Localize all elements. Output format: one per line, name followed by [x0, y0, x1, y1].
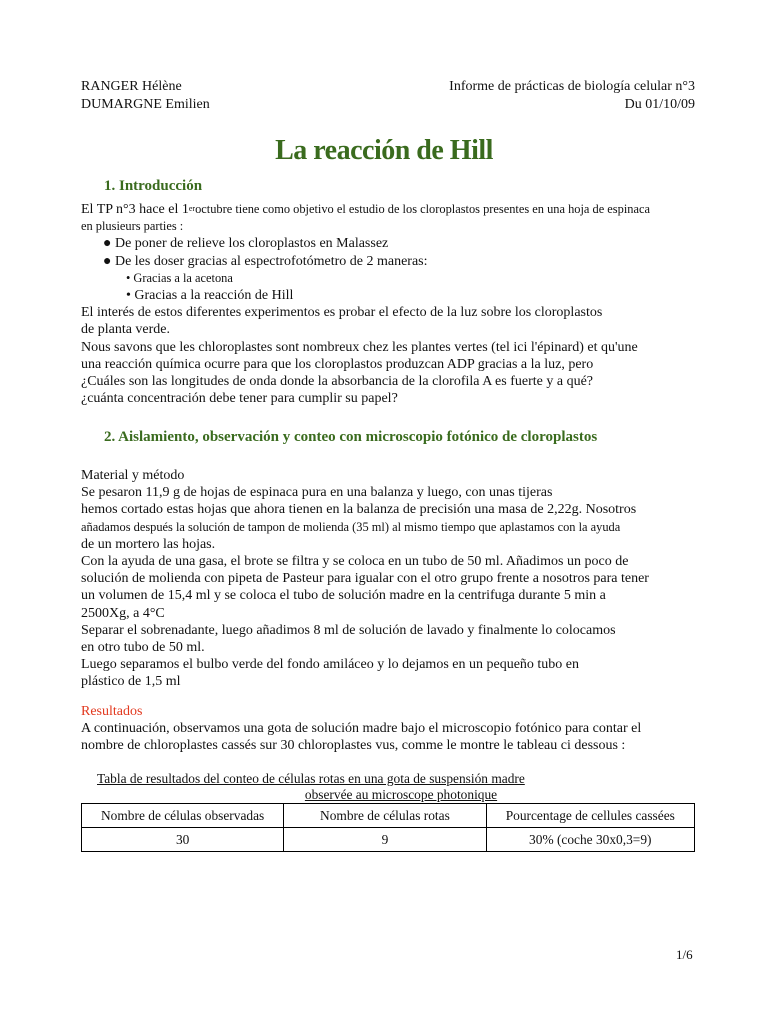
caption-line: observée au microscope photonique	[304, 787, 498, 802]
table-header-cell: Nombre de células observadas	[82, 804, 284, 828]
results-heading: Resultados	[81, 704, 143, 719]
text-line: en plusieurs parties :	[81, 219, 184, 234]
table-caption	[81, 771, 721, 803]
table-header-cell: Pourcentage de cellules cassées	[486, 804, 694, 828]
author-name: RANGER Hélène	[81, 79, 182, 94]
text-line: hemos cortado estas hojas que ahora tienen en la balanza de precisión una masa de 2,22g. Nosotros	[81, 502, 637, 518]
text-line: El interés de estos diferentes experimentos es probar el efecto de la luz sobre los cloroplastos	[81, 305, 603, 321]
list-item: ● De les doser gracias al espectrofotómetro de 2 maneras:	[103, 253, 428, 269]
caption-line: Tabla de resultados del conteo de células rotas en una gota de suspensión madre	[97, 771, 525, 786]
table-cell: 30	[82, 828, 284, 852]
table-cell: 9	[284, 828, 486, 852]
section-heading: 2. Aislamiento, observación y conteo con microscopio fotónico de cloroplastos	[104, 429, 598, 445]
section-heading: 1. Introducción	[104, 178, 203, 194]
text-line: A continuación, observamos una gota de solución madre bajo el microscopio fotónico para contar el	[81, 721, 642, 737]
list-item: • Gracias a la acetona	[126, 270, 233, 285]
table-row	[82, 828, 695, 852]
text-line: ¿Cuáles son las longitudes de onda donde la absorbancia de la clorofila A es fuerte y a qué?	[81, 374, 593, 390]
text-line: ¿cuánta concentración debe tener para cumplir su papel?	[81, 391, 398, 407]
text-line: nombre de chloroplastes cassés sur 30 chloroplastes vus, comme le montre le tableau ci dessous :	[81, 738, 626, 754]
author-name: DUMARGNE Emilien	[81, 97, 210, 112]
text-line: Luego separamos el bulbo verde del fondo amiláceo y lo dejamos en un pequeño tubo en	[81, 657, 580, 673]
text-line: una reacción química ocurre para que los cloroplastos produzcan ADP gracias a la luz, pero	[81, 356, 594, 372]
text-line: Se pesaron 11,9 g de hojas de espinaca pura en una balanza y luego, con unas tijeras	[81, 485, 553, 501]
text-line: de un mortero las hojas.	[81, 536, 216, 552]
text-line: de planta verde.	[81, 322, 171, 338]
header-report-info	[449, 78, 695, 114]
table-cell: 30% (coche 30x0,3=9)	[486, 828, 694, 852]
list-item: • Gracias a la reacción de Hill	[126, 288, 294, 304]
text-line: 2500Xg, a 4°C	[81, 605, 165, 621]
methods-text	[81, 467, 721, 691]
intro-text	[81, 201, 721, 407]
page-number: 1/6	[676, 947, 693, 962]
list-item: ● De poner de relieve los cloroplastos en Malassez	[103, 236, 389, 252]
text-line: Con la ayuda de una gasa, el brote se filtra y se coloca en un tubo de 50 ml. Añadimos un poco de	[81, 554, 629, 570]
text-line: El TP n°3 hace el 1eroctubre tiene como objetivo el estudio de los cloroplastos presentes en una hoja de espinaca	[81, 202, 650, 217]
table-header-row	[82, 804, 695, 828]
results-table	[81, 803, 695, 852]
text-line: Separar el sobrenadante, luego añadimos 8 ml de solución de lavado y finalmente lo colocamos	[81, 622, 616, 638]
report-date: Du 01/10/09	[624, 97, 695, 112]
results-text	[81, 703, 721, 755]
text-line: en otro tubo de 50 ml.	[81, 640, 205, 656]
text-line: Material y método	[81, 468, 185, 483]
header-authors	[81, 78, 210, 114]
text-line: plástico de 1,5 ml	[81, 674, 181, 690]
text-line: añadamos después la solución de tampon de molienda (35 ml) al mismo tiempo que aplastamos con la ayuda	[81, 519, 621, 534]
page-title: La reacción de Hill	[275, 135, 493, 166]
table-header-cell: Nombre de células rotas	[284, 804, 486, 828]
text-line: un volumen de 15,4 ml y se coloca el tubo de solución madre en la centrifuga durante 5 min a	[81, 588, 606, 604]
text-line: solución de molienda con pipeta de Pasteur para igualar con el otro grupo frente a nosotros para tener	[81, 571, 649, 587]
report-title: Informe de prácticas de biología celular n°3	[449, 79, 695, 94]
text-line: Nous savons que les chloroplastes sont nombreux chez les plantes vertes (tel ici l'épinard) et qu'une	[81, 339, 638, 355]
